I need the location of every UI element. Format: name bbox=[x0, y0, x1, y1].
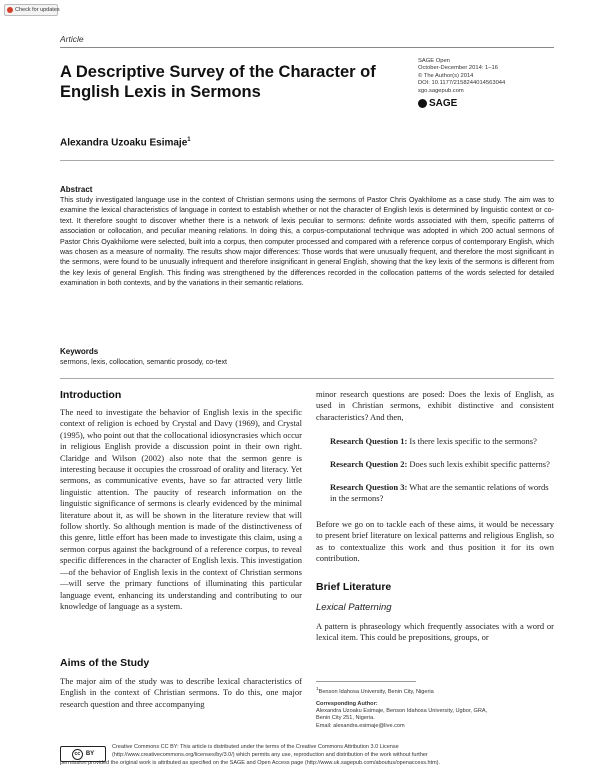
journal-name: SAGE Open bbox=[418, 58, 450, 64]
before-paragraph: Before we go on to tackle each of these aims, it would be necessary to present brief literature on lexical patterns and religious English, so as to contextualize this work and thus position it for its own contribution. bbox=[316, 519, 554, 564]
abstract-divider bbox=[60, 160, 554, 161]
affiliation bbox=[316, 685, 554, 696]
lexical-patterning-text: A pattern is phraseology which frequently associates with a word or lexical item. This could be prepositions, groups, or bbox=[316, 621, 554, 643]
footnote-divider bbox=[316, 681, 416, 682]
creative-commons-icon: cc bbox=[72, 749, 83, 760]
corresponding-author-heading: Corresponding Author: bbox=[316, 701, 378, 708]
sage-logo bbox=[418, 98, 457, 109]
author-affiliation-mark: 1 bbox=[187, 137, 191, 143]
sage-logo-mark-icon bbox=[418, 99, 427, 108]
affiliation-mark: 1 bbox=[316, 686, 319, 691]
rq1-text: Is there lexis specific to the sermons? bbox=[409, 436, 537, 446]
copyright: © The Author(s) 2014 bbox=[418, 72, 474, 79]
abstract-heading: Abstract bbox=[60, 185, 93, 194]
doi: DOI: 10.1177/2158244014563044 bbox=[418, 80, 506, 87]
keywords-heading: Keywords bbox=[60, 347, 99, 356]
footnotes bbox=[316, 685, 554, 730]
keywords-text: sermons, lexis, collocation, semantic prosody, co-text bbox=[60, 358, 228, 366]
brief-literature-heading: Brief Literature bbox=[316, 581, 392, 593]
introduction-text: The need to investigate the behavior of English lexis in the specific context of religion is echoed by Crystal and Davy (1969), and Crystal (1995), who point out that the collocational idiosyncrasies which occur in religious English provide a discussion point in their own right. Claridge and Wilson (2002) also note that the sermon genre is interesting because it occupies the crossroad of orality and literacy. Yet sermons, as communicative events, have so far attracted very little linguistic attention. The paucity of research information on the linguistic significance of sermons is clearly evidenced by the minimal literature about it, as will be shown in the literature review that will follow shortly. So although mention is made of the distinctiveness of this genre, little effort has been made to investigate this claim, using a sermon corpus against the background of a reference corpus, to reveal specific differences in the character of English lexis. This investigation—of the behavior of English lexis in the context of Christian sermons—will serve the primary functions of illuminating this particular language event, enhancing its understanding and contributing to our knowledge of language as a system. bbox=[60, 407, 302, 611]
header-divider bbox=[60, 47, 554, 48]
license-line2: (http://www.creativecommons.org/licenses/by/3.0/) which permits any use, reproduction and distribution of the work without further bbox=[112, 752, 428, 758]
paper-title: A Descriptive Survey of the Character of English Lexis in Sermons bbox=[60, 63, 376, 101]
sage-logo-text: SAGE bbox=[429, 98, 458, 109]
introduction-heading: Introduction bbox=[60, 389, 122, 401]
check-for-updates-label: Check for updates bbox=[15, 7, 60, 13]
intro-continued-text: minor research questions are posed: Does the lexis of English, as used in Christian sermons, exhibit distinctive and consistent characteristics? And then, bbox=[316, 389, 554, 422]
rq2-text: Does such lexis exhibit specific patterns? bbox=[409, 459, 550, 469]
rq3-text: What are the semantic relations of words in the sermons? bbox=[330, 482, 549, 504]
author-name: Alexandra Uzoaku Esimaje bbox=[60, 137, 188, 149]
corresponding-author-email[interactable]: Email: alexandra.esimaje@live.com bbox=[316, 722, 405, 729]
rq2-label: Research Question 2: bbox=[330, 459, 408, 469]
journal-site-link[interactable]: sgo.sagepub.com bbox=[418, 87, 464, 94]
license-line1: Creative Commons CC BY: This article is distributed under the terms of the Creative Commons Attribution 3.0 License bbox=[112, 744, 399, 750]
update-icon bbox=[7, 7, 13, 13]
affiliation-text: Benson Idahosa University, Benin City, Nigeria bbox=[318, 688, 434, 695]
research-question-2 bbox=[330, 459, 552, 470]
check-for-updates-badge[interactable] bbox=[4, 4, 58, 16]
corresponding-author-line1: Alexandra Uzoaku Esimaje, Benson Idahosa University, Ugbor, GRA, bbox=[316, 708, 488, 715]
cc-by-label: BY bbox=[85, 751, 95, 757]
research-question-3 bbox=[330, 482, 552, 505]
corresponding-author-line2: Benin City 251, Nigeria. bbox=[316, 715, 375, 722]
research-question-1 bbox=[330, 436, 552, 447]
license-line3: permission provided the original work is attributed as specified on the SAGE and Open Access page (http://www.uk.sagepub.com/aboutus/openaccess.htm). bbox=[60, 760, 441, 766]
lexical-patterning-heading: Lexical Patterning bbox=[316, 602, 392, 613]
aims-text: The major aim of the study was to describe lexical characteristics of English in the context of Christian sermons. To do this, one major research question and three accompanying bbox=[60, 676, 302, 709]
rq1-label: Research Question 1: bbox=[330, 436, 408, 446]
article-type: Article bbox=[60, 34, 84, 44]
aims-heading: Aims of the Study bbox=[60, 657, 150, 669]
abstract-text: This study investigated language use in the context of Christian sermons using the sermons of Pastor Chris Oyakhilome as a case study. The aim was to examine the lexical characteristics of language in context to establish whether or not the character of English lexis is determined by linguistic context or co-text. It therefore sought to discover whether there is a network of lexis peculiar to sermons: definite words associated with them, specific patterns of association or collocation, and peculiar meaning relations. In doing this, a corpus-computational technique was adopted in which 200 actual sermons of Pastor Chris Oyakhilome were selected, built into a corpus, then computer processed and compared with a reference corpus of contemporary English, which was chosen as a measure of normality. The results show major differences: Those words that were unusually frequent, and therefore the most significant in the sermons, were found to be unusually infrequent and therefore insignificant in general English, showing that the key lexis of the sermons is different from the key lexis of general English. This finding was strengthened by the differences recorded in the collocation patterns of the words selected for detailed examination in both contexts, and by the variations in their semantic relations. bbox=[60, 196, 554, 288]
keywords-divider bbox=[60, 378, 554, 379]
rq3-label: Research Question 3: bbox=[330, 482, 408, 492]
journal-issue: October-December 2014: 1–16 bbox=[418, 65, 498, 72]
journal-meta bbox=[418, 58, 568, 95]
author-line bbox=[60, 137, 191, 148]
